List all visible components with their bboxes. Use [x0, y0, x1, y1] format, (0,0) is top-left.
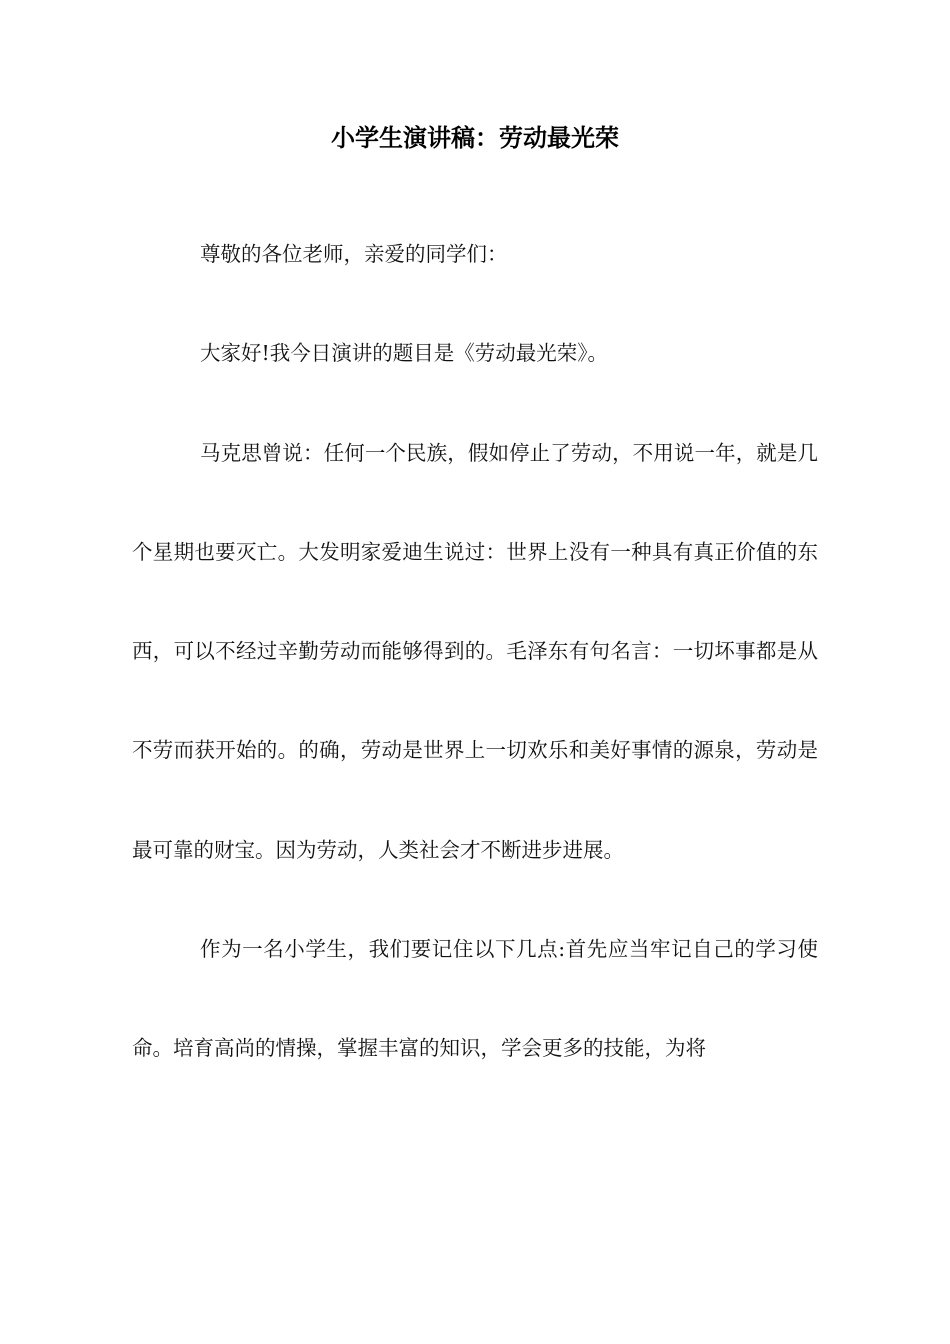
paragraph-intro: 大家好!我今日演讲的题目是《劳动最光荣》。	[200, 341, 608, 366]
document-title: 小学生演讲稿：劳动最光荣	[331, 124, 619, 152]
paragraph-greeting: 尊敬的各位老师，亲爱的同学们：	[200, 242, 508, 266]
paragraph-duty: 作为一名小学生，我们要记住以下几点:首先应当牢记自己的学习使命。培育高尚的情操，掌握丰富的知识，学会更多的技能，为将	[132, 937, 818, 1061]
document-body	[132, 205, 818, 1099]
paragraph-quotes: 马克思曾说：任何一个民族，假如停止了劳动，不用说一年，就是几个星期也要灭亡。大发明家爱迪生说过：世界上没有一种具有真正价值的东西，可以不经过辛勤劳动而能够得到的。毛泽东有句名言：一切坏事都是从不劳而获开始的。的确，劳动是世界上一切欢乐和美好事情的源泉，劳动是最可靠的财宝。因为劳动，人类社会才不断进步进展。	[132, 440, 818, 862]
